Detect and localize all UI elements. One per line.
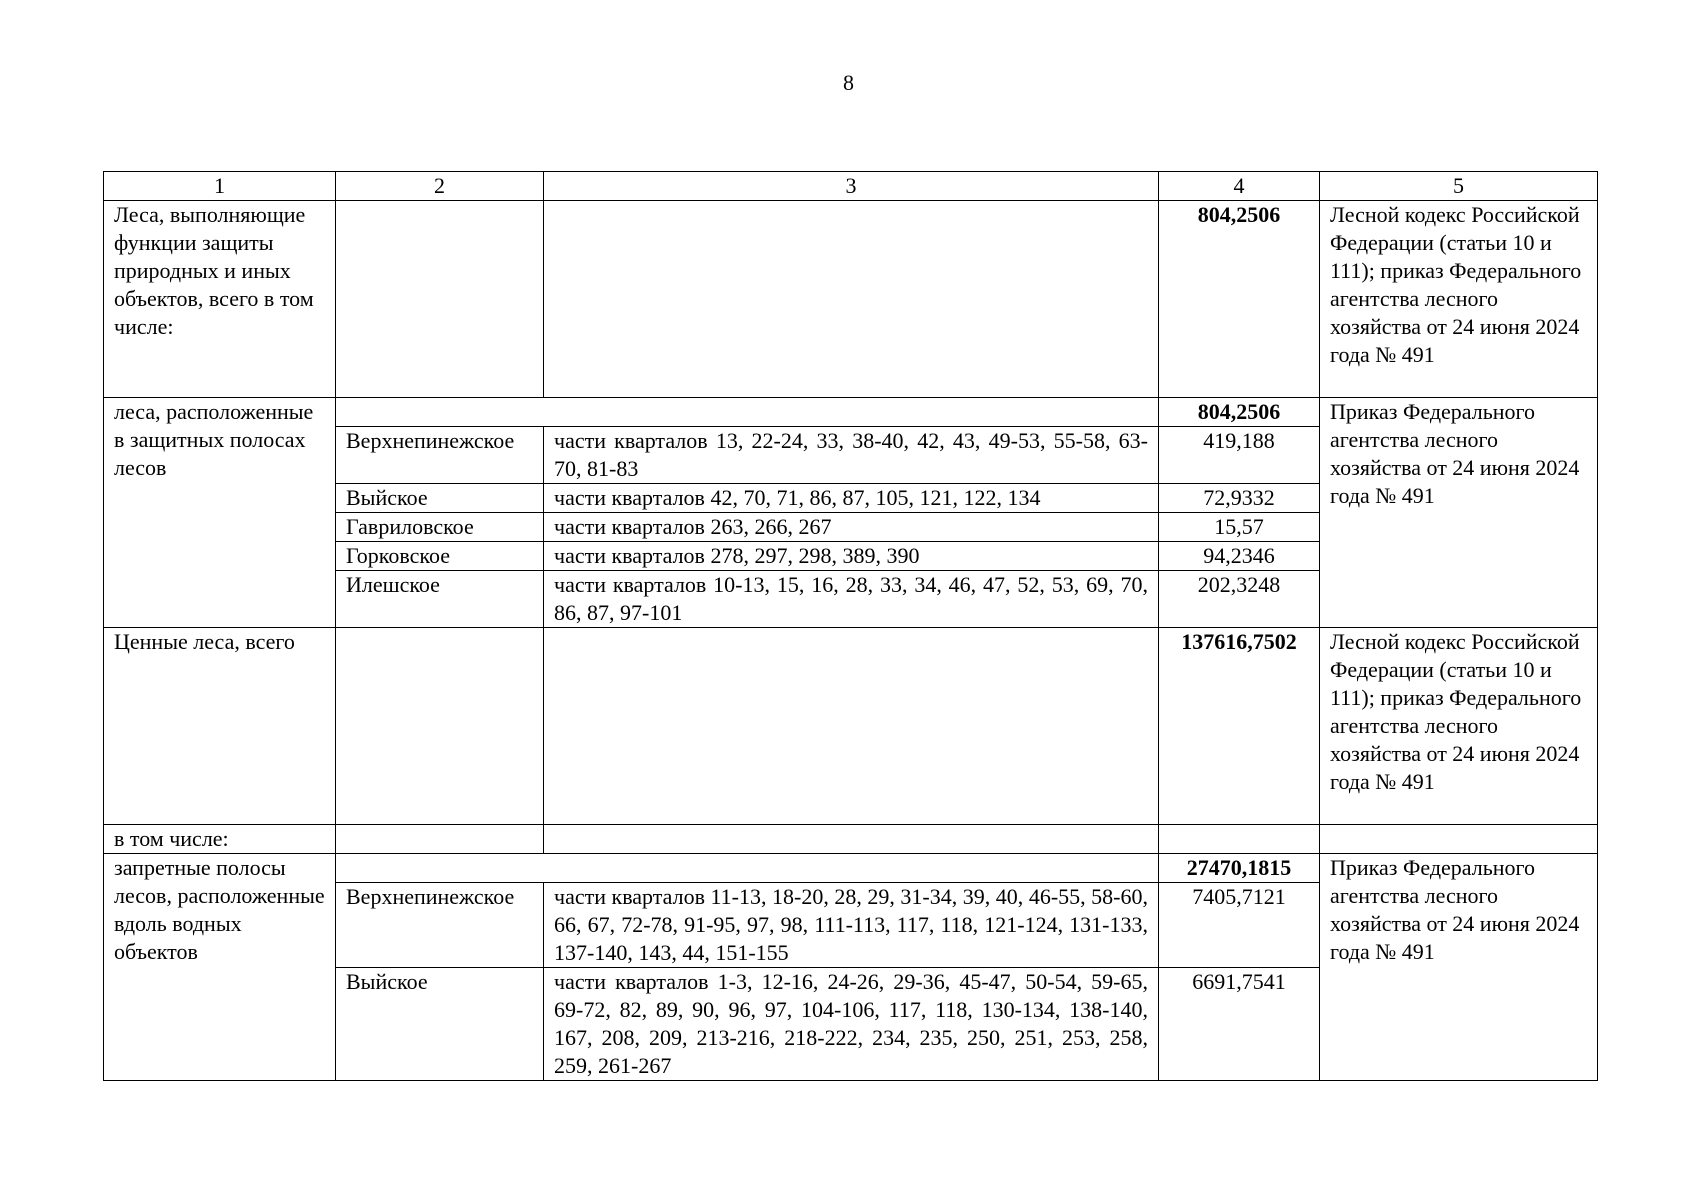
location-cell: части кварталов 263, 266, 267 [544, 513, 1159, 542]
forestry-cell: Гавриловское [336, 513, 544, 542]
category-cell: запретные полосы лесов, расположенные вдоль водных объектов [104, 854, 336, 1081]
legal-basis-cell [1320, 825, 1598, 854]
area-cell: 7405,7121 [1159, 883, 1320, 968]
table-row [104, 398, 1598, 427]
forestry-cell: Верхнепинежское [336, 427, 544, 484]
location-cell [544, 628, 1159, 825]
area-cell: 6691,7541 [1159, 968, 1320, 1081]
forestry-cell: Выйское [336, 968, 544, 1081]
column-header-5: 5 [1320, 172, 1598, 201]
legal-basis-cell: Приказ Федерального агентства лесного хозяйства от 24 июня 2024 года № 491 [1320, 398, 1598, 628]
forestry-cell [336, 628, 544, 825]
area-cell: 15,57 [1159, 513, 1320, 542]
forestry-cell: Горковское [336, 542, 544, 571]
legal-basis-cell: Приказ Федерального агентства лесного хозяйства от 24 июня 2024 года № 491 [1320, 854, 1598, 1081]
forestry-cell: Верхнепинежское [336, 883, 544, 968]
forestry-cell [336, 201, 544, 398]
category-cell: в том числе: [104, 825, 336, 854]
area-cell: 419,188 [1159, 427, 1320, 484]
legal-basis-cell: Лесной кодекс Российской Федерации (статьи 10 и 111); приказ Федерального агентства лесного хозяйства от 24 июня 2024 года № 491 [1320, 628, 1598, 825]
column-header-3: 3 [544, 172, 1159, 201]
total-area-cell: 137616,7502 [1159, 628, 1320, 825]
location-cell: части кварталов 11-13, 18-20, 28, 29, 31-34, 39, 40, 46-55, 58-60, 66, 67, 72-78, 91-95, 97, 98, 111-113, 117, 118, 121-124, 131-133, 137-140, 143, 44, 151-155 [544, 883, 1159, 968]
column-header-2: 2 [336, 172, 544, 201]
total-area-cell: 27470,1815 [1159, 854, 1320, 883]
legal-basis-cell: Лесной кодекс Российской Федерации (статьи 10 и 111); приказ Федерального агентства лесного хозяйства от 24 июня 2024 года № 491 [1320, 201, 1598, 398]
total-area-cell: 804,2506 [1159, 398, 1320, 427]
location-cell [544, 201, 1159, 398]
table-row [104, 825, 1598, 854]
location-cell: части кварталов 278, 297, 298, 389, 390 [544, 542, 1159, 571]
area-cell: 202,3248 [1159, 571, 1320, 628]
table-row [104, 854, 1598, 883]
total-area-cell: 804,2506 [1159, 201, 1320, 398]
table-row [104, 628, 1598, 825]
table-header-row [104, 172, 1598, 201]
forestry-cell: Илешское [336, 571, 544, 628]
category-cell: леса, расположенные в защитных полосах лесов [104, 398, 336, 628]
table-row [104, 201, 1598, 398]
location-cell: части кварталов 10-13, 15, 16, 28, 33, 34, 46, 47, 52, 53, 69, 70, 86, 87, 97-101 [544, 571, 1159, 628]
category-cell: Леса, выполняющие функции защиты природных и иных объектов, всего в том числе: [104, 201, 336, 398]
forest-protection-table [103, 171, 1598, 1081]
column-header-1: 1 [104, 172, 336, 201]
forestry-cell: Выйское [336, 484, 544, 513]
subtotal-label-cell [336, 398, 1159, 427]
location-cell: части кварталов 13, 22-24, 33, 38-40, 42, 43, 49-53, 55-58, 63-70, 81-83 [544, 427, 1159, 484]
area-cell [1159, 825, 1320, 854]
location-cell [544, 825, 1159, 854]
subtotal-label-cell [336, 854, 1159, 883]
area-cell: 94,2346 [1159, 542, 1320, 571]
column-header-4: 4 [1159, 172, 1320, 201]
category-cell: Ценные леса, всего [104, 628, 336, 825]
page-number: 8 [843, 70, 854, 95]
location-cell: части кварталов 42, 70, 71, 86, 87, 105, 121, 122, 134 [544, 484, 1159, 513]
location-cell: части кварталов 1-3, 12-16, 24-26, 29-36, 45-47, 50-54, 59-65, 69-72, 82, 89, 90, 96, 97, 104-106, 117, 118, 130-134, 138-140, 167, 208, 209, 213-216, 218-222, 234, 235, 250, 251, 253, 258, 259, 261-267 [544, 968, 1159, 1081]
forestry-cell [336, 825, 544, 854]
area-cell: 72,9332 [1159, 484, 1320, 513]
